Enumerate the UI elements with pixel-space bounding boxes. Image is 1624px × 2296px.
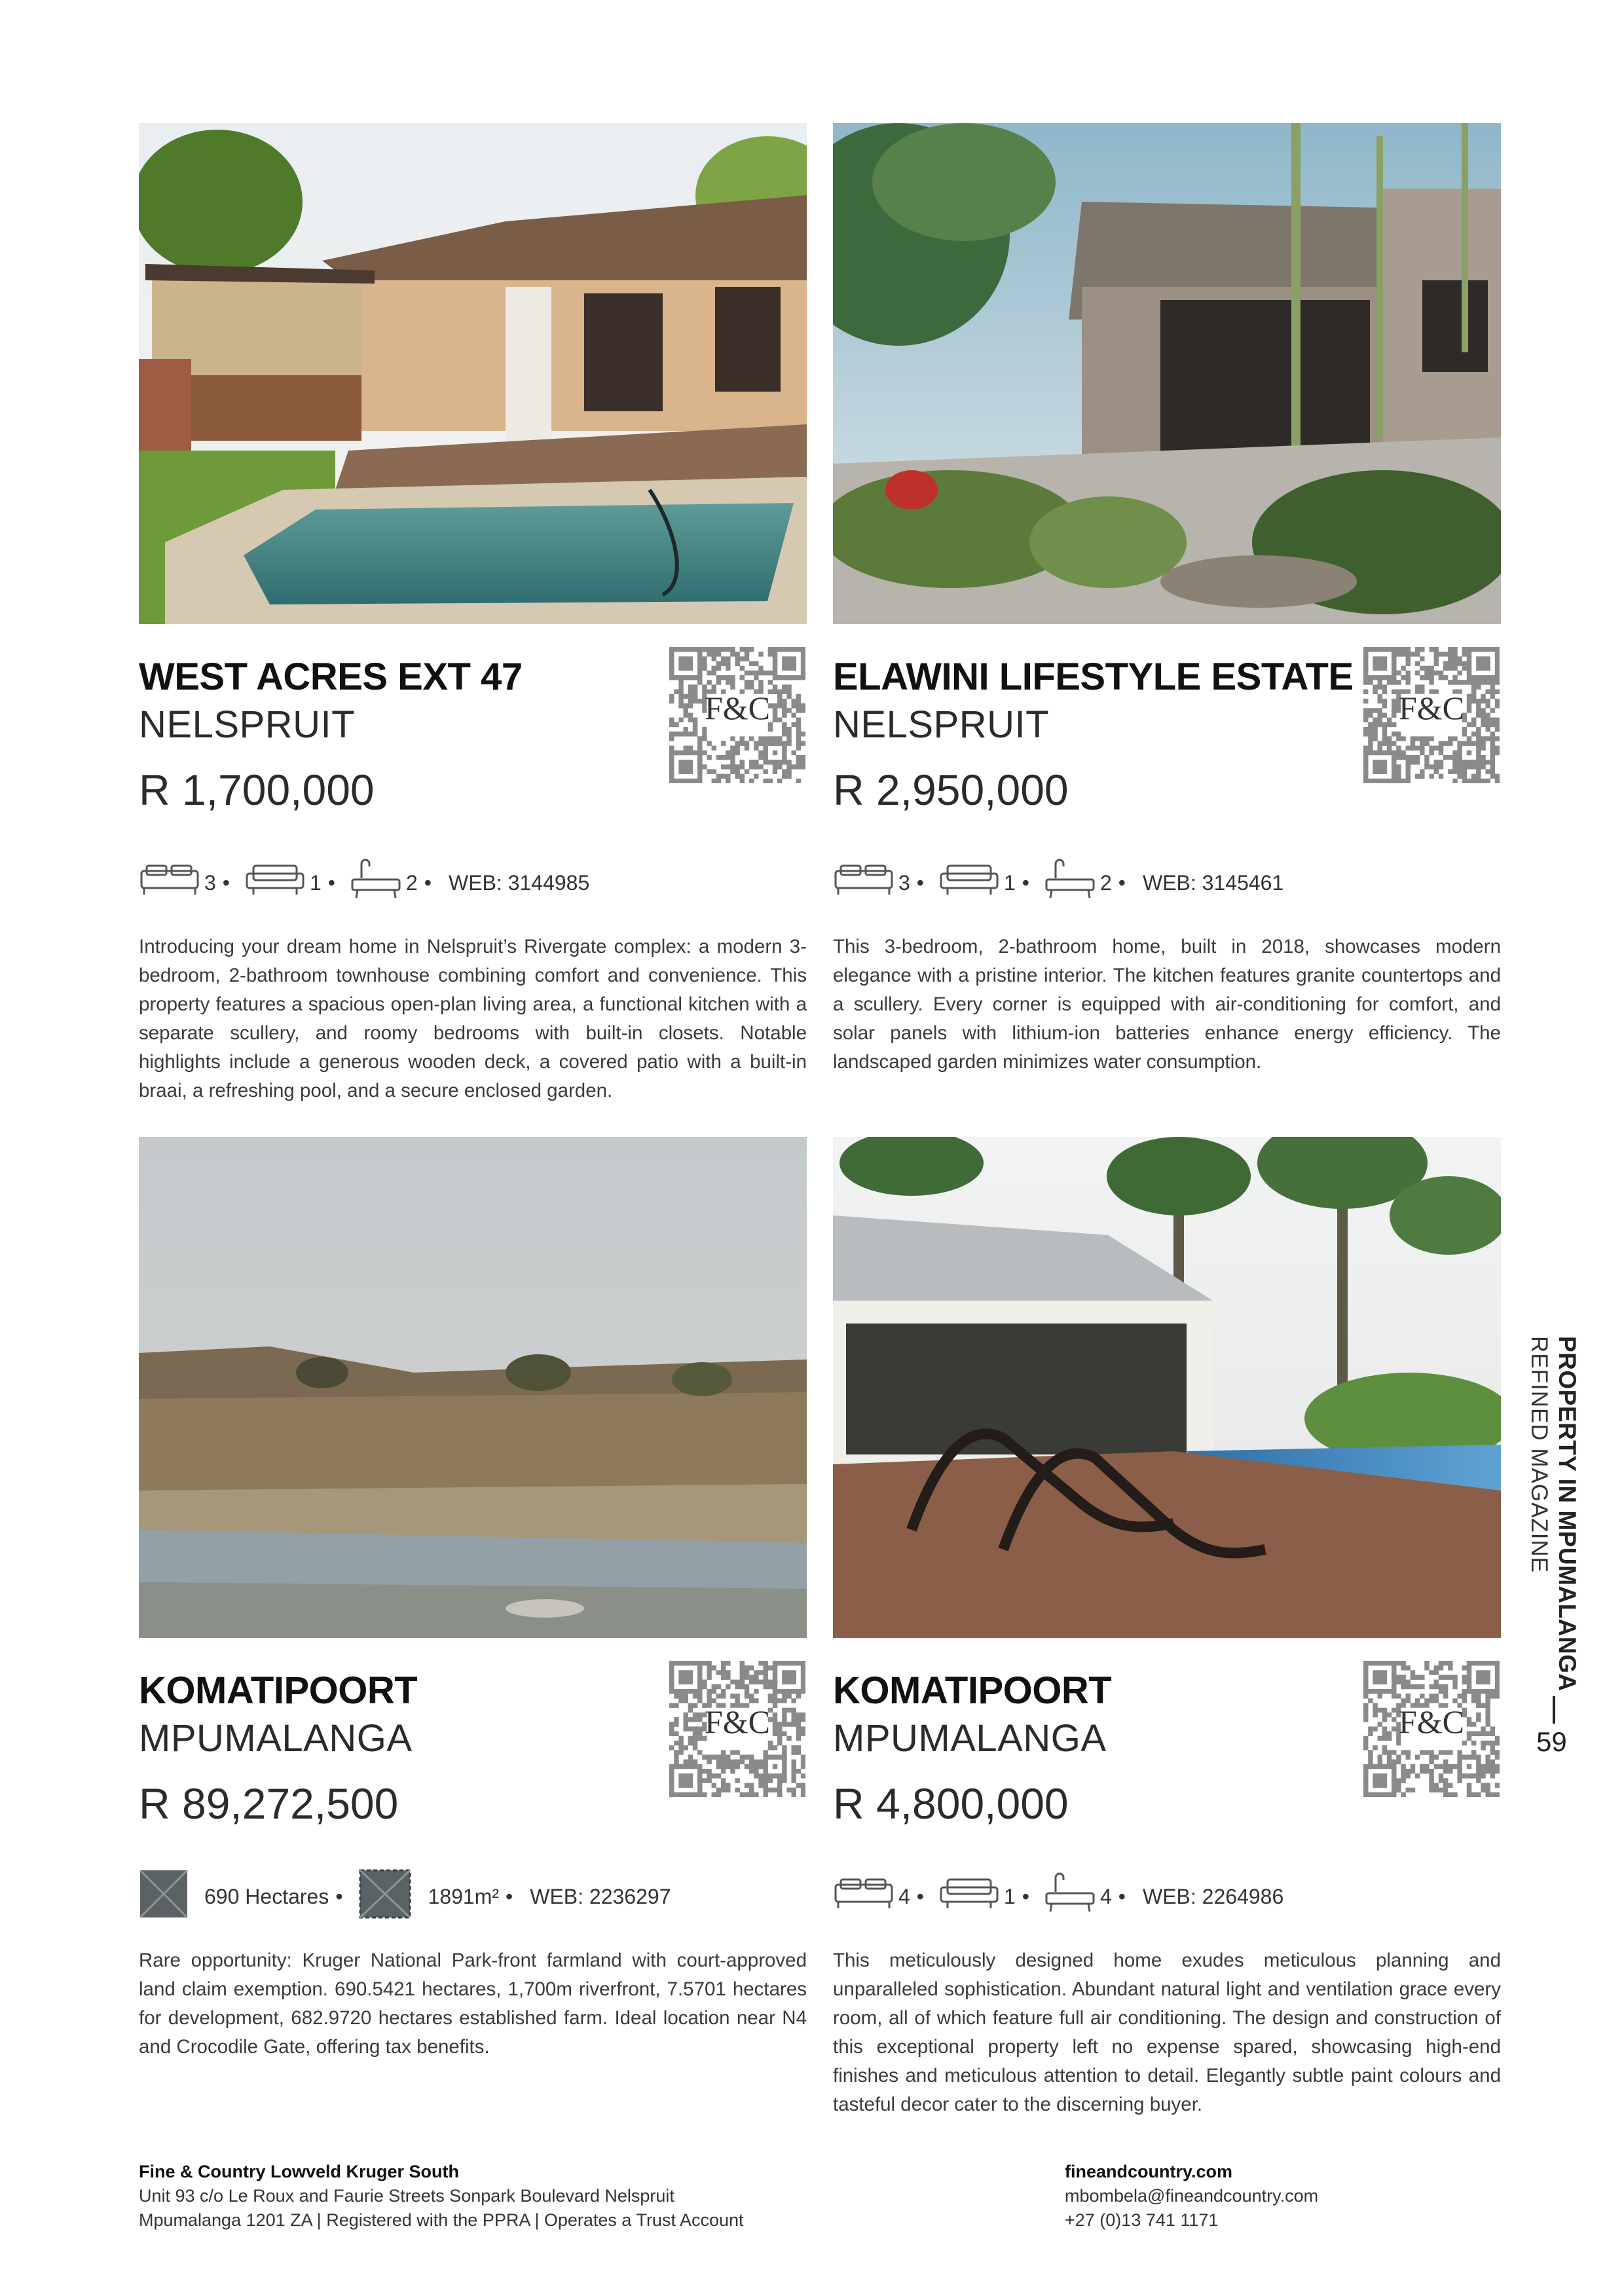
listing-price: R 4,800,000 (833, 1779, 1069, 1828)
page-number: 59 (1536, 1726, 1567, 1757)
separator-dot: • (1022, 870, 1029, 895)
listing-description: Rare opportunity: Kruger National Park-front farmland with court-approved land claim exemption. 690.5421 hectares, 1,700m riverfront, 7.5701 hectares for development, 682.9720 hectares established farm. Ideal location near N4 and Crocodile Gate, offering tax benefits. (139, 1950, 807, 2058)
section-sidebar (1523, 1336, 1589, 1757)
magazine-name: REFINED MAGAZINE (1526, 1336, 1552, 1574)
bathrooms-count: 2 (406, 870, 418, 895)
feature-row (833, 1870, 1283, 1923)
bathrooms-count: 4 (1100, 1884, 1112, 1908)
property-photo (833, 1137, 1501, 1638)
separator-dot: • (1022, 1884, 1029, 1908)
bathrooms-count: 2 (1100, 870, 1112, 895)
bath-icon (1044, 859, 1096, 907)
sofa-icon (244, 862, 306, 904)
listing-price: R 89,272,500 (139, 1779, 399, 1828)
listing-location: NELSPRUIT (139, 703, 356, 746)
web-reference: WEB: 2264986 (1143, 1884, 1284, 1908)
qr-code[interactable] (1363, 1661, 1500, 1797)
feature-row (833, 857, 1283, 909)
footer-email-link[interactable]: mbombela@fineandcountry.com (1065, 2186, 1319, 2206)
web-reference: WEB: 2236297 (530, 1884, 671, 1908)
separator-dot: • (1118, 1884, 1126, 1908)
bed-icon (139, 862, 200, 904)
bath-icon (1044, 1872, 1096, 1921)
footer-company-block (139, 2160, 744, 2232)
separator-dot: • (506, 1884, 513, 1908)
separator-dot: • (916, 870, 924, 895)
listing-location: NELSPRUIT (833, 703, 1050, 746)
listing-description: This meticulously designed home exudes meticulous planning and unparalleled sophistication. Abundant natural light and ventilation grace every room, all of which feature full air conditioning. The design and construction of this exceptional property left no expense spared, showcasing high-end finishes and meticulous attention to detail. Elegantly subtle paint colours and tasteful decor cater to the discerning buyer. (833, 1950, 1501, 2115)
listing-price: R 1,700,000 (139, 766, 375, 814)
bed-icon (833, 1876, 895, 1917)
svg-text:F&C: F&C (1398, 1703, 1465, 1740)
listing-title: KOMATIPOORT (139, 1669, 418, 1712)
land-size-icon (139, 1869, 189, 1924)
svg-text:F&C: F&C (704, 1703, 771, 1740)
bedrooms-count: 3 (204, 870, 216, 895)
sidebar-divider (1553, 1696, 1555, 1724)
feature-row (139, 1870, 671, 1923)
lounges-count: 1 (310, 870, 322, 895)
listing-title: ELAWINI LIFESTYLE ESTATE (833, 656, 1354, 698)
separator-dot: • (1118, 870, 1126, 895)
floor-size-icon (358, 1868, 413, 1925)
bed-icon (833, 862, 895, 904)
feature-row (139, 857, 589, 909)
lounges-count: 1 (1004, 1884, 1016, 1908)
footer-website-link[interactable]: fineandcountry.com (1065, 2162, 1233, 2181)
separator-dot: • (424, 870, 432, 895)
svg-text:F&C: F&C (704, 690, 771, 726)
web-reference: WEB: 3145461 (1143, 870, 1284, 895)
lounges-count: 1 (1004, 870, 1016, 895)
footer-company: Fine & Country Lowveld Kruger South (139, 2162, 460, 2181)
property-photo (139, 123, 807, 624)
listing-title: WEST ACRES EXT 47 (139, 656, 523, 698)
qr-code[interactable] (669, 647, 805, 783)
footer-contact-block (1065, 2160, 1318, 2232)
sofa-icon (938, 862, 1000, 904)
listing-description: Introducing your dream home in Nelspruit’s Rivergate complex: a modern 3-bedroom, 2-bathroom townhouse combining comfort and convenience. This property features a spacious open-plan living area, a functional kitchen with a separate scullery, and roomy bedrooms with built-in closets. Notable highlights include a generous wooden deck, a covered patio with a built-in braai, a refreshing pool, and a secure enclosed garden. (139, 936, 807, 1102)
listing-location: MPUMALANGA (139, 1717, 413, 1760)
bath-icon (350, 859, 402, 907)
qr-code[interactable] (1363, 647, 1500, 783)
footer-phone[interactable]: +27 (0)13 741 1171 (1065, 2210, 1219, 2230)
bedrooms-count: 3 (898, 870, 910, 895)
sofa-icon (938, 1876, 1000, 1917)
separator-dot: • (335, 1884, 343, 1908)
svg-text:F&C: F&C (1398, 690, 1465, 726)
listing-title: KOMATIPOORT (833, 1669, 1112, 1712)
listing-price: R 2,950,000 (833, 766, 1069, 814)
footer-address-2: Mpumalanga 1201 ZA | Registered with the PPRA | Operates a Trust Account (139, 2210, 744, 2230)
property-photo (139, 1137, 807, 1638)
listing-description: This 3-bedroom, 2-bathroom home, built in 2018, showcases modern elegance with a pristine interior. The kitchen features granite countertops and a scullery. Every corner is equipped with air-conditioning for comfort, and solar panels with lithium-ion batteries enhance energy efficiency. The landscaped garden minimizes water consumption. (833, 936, 1501, 1073)
land-size: 690 Hectares (204, 1884, 329, 1908)
separator-dot: • (916, 1884, 924, 1908)
separator-dot: • (327, 870, 335, 895)
web-reference: WEB: 3144985 (449, 870, 590, 895)
listing-location: MPUMALANGA (833, 1717, 1107, 1760)
footer-address-1: Unit 93 c/o Le Roux and Faurie Streets Sonpark Boulevard Nelspruit (139, 2186, 674, 2206)
qr-code[interactable] (669, 1661, 805, 1797)
bedrooms-count: 4 (898, 1884, 910, 1908)
section-title: PROPERTY IN MPUMALANGA (1554, 1336, 1581, 1692)
property-photo (833, 123, 1501, 624)
floor-size: 1891m² (428, 1884, 500, 1908)
separator-dot: • (222, 870, 230, 895)
